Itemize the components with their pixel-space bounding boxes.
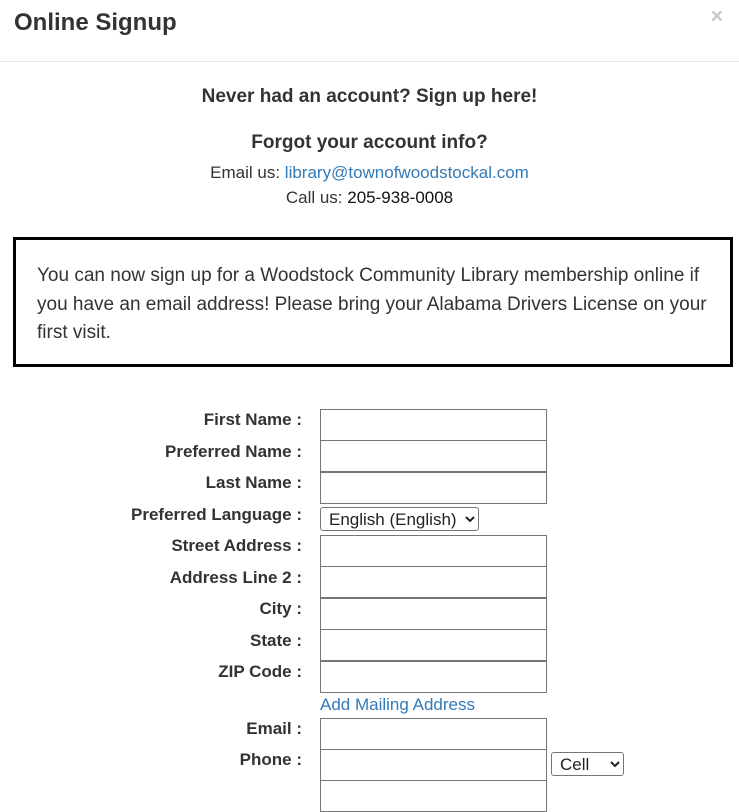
email-input[interactable] — [320, 718, 547, 750]
email-link[interactable]: library@townofwoodstockal.com — [284, 163, 529, 182]
add-mailing-address-link[interactable]: Add Mailing Address — [320, 695, 475, 714]
zip-code-input[interactable] — [320, 661, 547, 693]
city-label: City : — [259, 599, 302, 618]
preferred-name-label: Preferred Name : — [164, 442, 302, 461]
phone-prefix: Call us: — [285, 188, 348, 207]
zip-code-label: ZIP Code : — [218, 662, 302, 681]
phone-number: 205-938-0008 — [347, 188, 454, 207]
phone-contact-line — [0, 188, 739, 208]
address-line2-input[interactable] — [320, 566, 547, 598]
signup-notice: You can now sign up for a Woodstock Community Library membership online if you have an email address! Please bring your Alabama Drivers License on your first visit. — [13, 237, 733, 367]
never-had-account-heading: Never had an account? Sign up here! — [201, 86, 538, 107]
close-icon[interactable]: × — [710, 5, 723, 28]
preferred-name-input[interactable] — [320, 440, 547, 472]
city-input[interactable] — [320, 598, 547, 630]
forgot-account-heading: Forgot your account info? — [251, 132, 488, 153]
next-field-input[interactable] — [320, 780, 547, 812]
phone-type-select[interactable] — [551, 752, 624, 776]
first-name-input[interactable] — [320, 409, 547, 441]
phone-input[interactable] — [320, 749, 547, 781]
preferred-language-select[interactable] — [320, 507, 479, 531]
phone-label: Phone : — [239, 750, 302, 769]
last-name-label: Last Name : — [205, 473, 302, 492]
street-address-input[interactable] — [320, 535, 547, 567]
modal-header — [0, 0, 739, 62]
first-name-label: First Name : — [203, 410, 302, 429]
state-label: State : — [250, 631, 302, 650]
preferred-language-label: Preferred Language : — [131, 505, 302, 524]
email-label: Email : — [246, 719, 302, 738]
modal-title: Online Signup — [14, 9, 177, 36]
state-input[interactable] — [320, 629, 547, 661]
street-address-label: Street Address : — [171, 536, 302, 555]
email-prefix: Email us: — [210, 163, 285, 182]
email-contact-line — [0, 163, 739, 183]
address-line2-label: Address Line 2 : — [169, 568, 302, 587]
last-name-input[interactable] — [320, 472, 547, 504]
